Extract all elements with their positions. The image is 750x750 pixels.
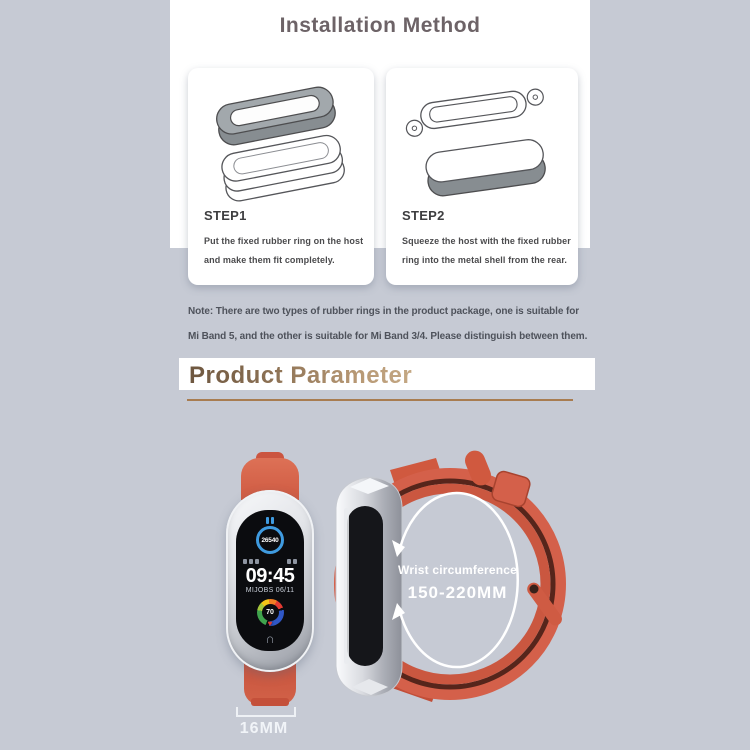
steps-count: 26540 [261, 536, 279, 544]
home-button-icon: ∩ [265, 631, 275, 646]
step1-label: STEP1 [204, 208, 247, 223]
step2-description [402, 232, 578, 270]
wrist-circumference-label: Wrist circumference [398, 563, 517, 577]
host-into-metal-shell-illustration [389, 78, 575, 206]
product-parameter-title: Product Parameter [189, 362, 413, 389]
watch-screen [236, 510, 304, 651]
watch-brand-date: MIJOBS 06/11 [245, 587, 295, 594]
step1-card [188, 68, 374, 285]
width-label: 16MM [239, 720, 289, 737]
heart-icon: ♥ [267, 619, 273, 628]
package-note [188, 299, 588, 349]
width-measurement-bracket [236, 707, 296, 717]
step2-desc-line1: Squeeze the host with the fixed rubber [402, 236, 571, 246]
circular-rotation-arrow-icon [392, 493, 518, 667]
heart-rate-value: 70 [262, 604, 279, 621]
side-screen [347, 506, 383, 666]
step2-desc-line2: ring into the metal shell from the rear. [402, 255, 568, 265]
note-line2: Mi Band 5, and the other is suitable for Mi Band 3/4. Please distinguish between them. [188, 331, 588, 342]
clasp-pin-rivet [530, 585, 539, 594]
rubber-ring-above-host-illustration [188, 78, 374, 206]
status-icons-right [287, 559, 297, 564]
step2-label: STEP2 [402, 208, 445, 223]
wrist-circumference-value: 150-220MM [407, 583, 508, 602]
watch-time: 09:45 [245, 565, 295, 587]
strap-bottom-nub [251, 698, 289, 706]
step1-desc-line1: Put the fixed rubber ring on the host [204, 236, 364, 246]
steps-ring [256, 526, 284, 554]
watch-status-icons [243, 559, 297, 564]
status-icons-left [243, 559, 259, 564]
note-line1: Note: There are two types of rubber rings in the product package, one is suitable for [188, 306, 580, 317]
product-parameter-underline [187, 399, 573, 401]
step1-desc-line2: and make them fit completely. [204, 255, 335, 265]
product-parameter-header [179, 358, 595, 390]
step2-card [386, 68, 578, 285]
heart-rate-gauge [257, 599, 284, 626]
pause-icon [266, 517, 274, 524]
installation-title: Installation Method [279, 14, 481, 37]
step1-description [204, 232, 374, 270]
